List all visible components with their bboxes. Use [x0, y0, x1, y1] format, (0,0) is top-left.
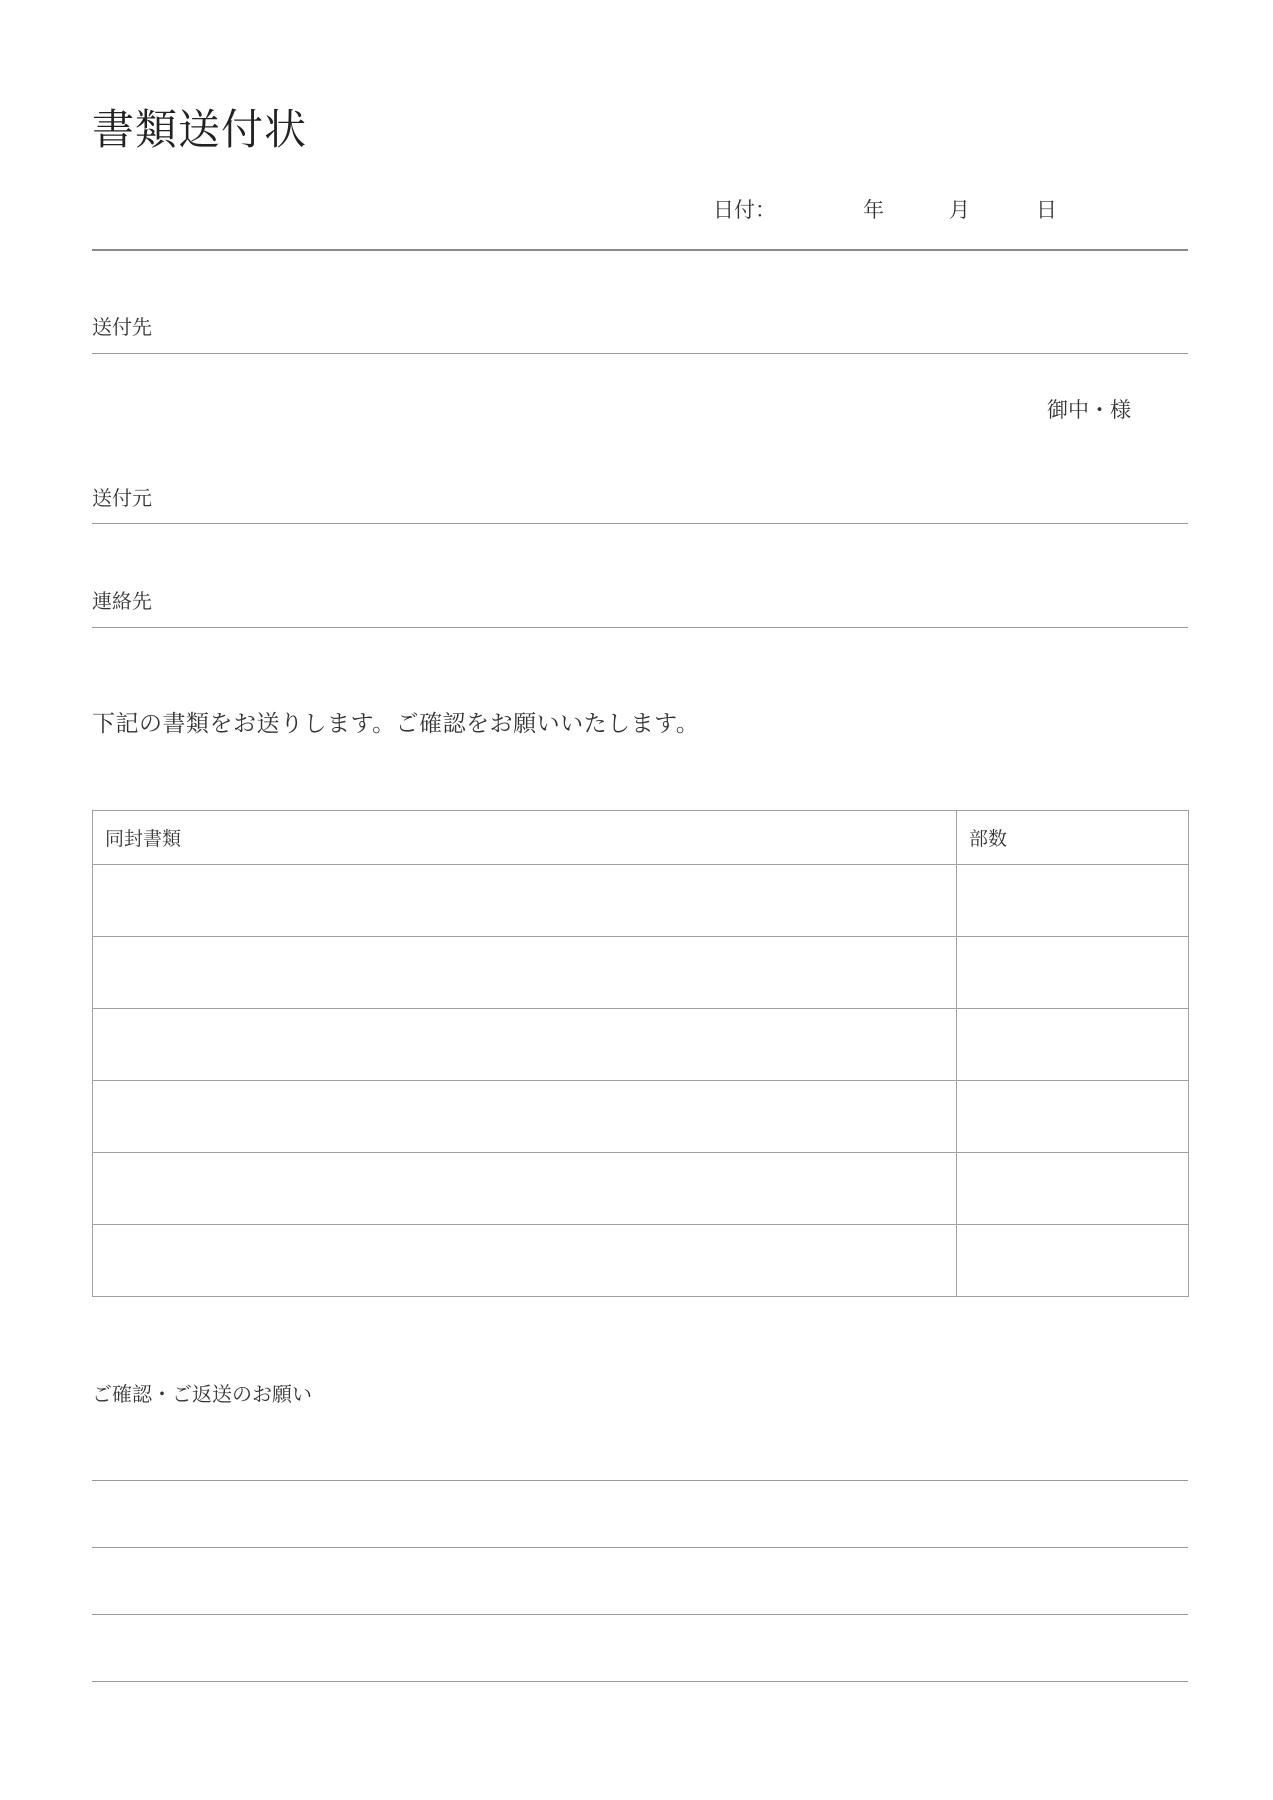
copies-cell[interactable] [957, 1009, 1189, 1081]
table-row [93, 1225, 1189, 1297]
column-header-documents: 同封書類 [93, 811, 957, 865]
copies-cell[interactable] [957, 1225, 1189, 1297]
sender-label: 送付元 [92, 486, 152, 510]
document-name-cell[interactable] [93, 1225, 957, 1297]
copies-cell[interactable] [957, 865, 1189, 937]
document-name-cell[interactable] [93, 1153, 957, 1225]
date-year-field[interactable]: 年 [863, 198, 884, 222]
table-row [93, 1081, 1189, 1153]
notes-line-3[interactable] [92, 1614, 1188, 1615]
header-divider [92, 249, 1188, 251]
copies-cell[interactable] [957, 1081, 1189, 1153]
table-header-row [93, 811, 1189, 865]
document-name-cell[interactable] [93, 1081, 957, 1153]
table-row [93, 865, 1189, 937]
table-row [93, 1009, 1189, 1081]
date-day-field[interactable]: 日 [1036, 198, 1057, 222]
page-title: 書類送付状 [92, 105, 308, 154]
copies-cell[interactable] [957, 1153, 1189, 1225]
notes-line-1[interactable] [92, 1480, 1188, 1481]
copies-cell[interactable] [957, 937, 1189, 1009]
document-name-cell[interactable] [93, 937, 957, 1009]
contact-label: 連絡先 [92, 589, 152, 613]
sender-field[interactable] [92, 523, 1188, 524]
date-month-field[interactable]: 月 [949, 198, 970, 222]
document-name-cell[interactable] [93, 865, 957, 937]
contact-field[interactable] [92, 627, 1188, 628]
enclosed-documents-table [92, 810, 1189, 1297]
recipient-label: 送付先 [92, 315, 152, 339]
column-header-copies: 部数 [957, 811, 1189, 865]
notes-label: ご確認・ご返送のお願い [92, 1382, 312, 1406]
date-label: 日付： [713, 198, 776, 222]
table-row [93, 937, 1189, 1009]
notes-line-2[interactable] [92, 1547, 1188, 1548]
table-row [93, 1153, 1189, 1225]
cover-message: 下記の書類をお送りします。ご確認をお願いいたします。 [92, 711, 700, 737]
recipient-field[interactable] [92, 353, 1188, 354]
document-name-cell[interactable] [93, 1009, 957, 1081]
honorific-text: 御中・様 [1047, 398, 1131, 422]
notes-line-4[interactable] [92, 1681, 1188, 1682]
